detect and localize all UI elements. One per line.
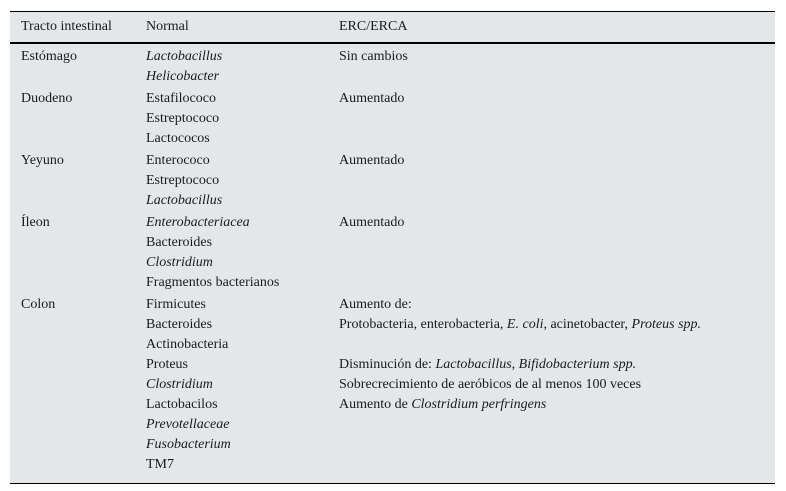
erc-text: Protobacteria, enterobacteria, [339, 317, 507, 332]
normal-item: Estafilococo [146, 91, 216, 106]
normal-cell [146, 295, 336, 475]
table-row [10, 89, 775, 151]
erc-text: Lactobacillus, Bifidobacterium spp. [435, 357, 637, 372]
normal-cell [146, 47, 336, 87]
table-row [10, 213, 775, 295]
normal-item: Fragmentos bacterianos [146, 275, 280, 290]
erc-line [339, 89, 404, 109]
segment-cell: Íleon [21, 215, 50, 230]
header-normal: Normal [146, 19, 189, 34]
table-row [10, 295, 775, 477]
normal-item: Bacteroides [146, 235, 213, 250]
normal-item: Lactococos [146, 131, 210, 146]
normal-item: Enterobacteriacea [146, 215, 250, 230]
table-body [10, 44, 775, 483]
table-row [10, 151, 775, 213]
normal-item: Lactobacilos [146, 397, 218, 412]
erc-text: Proteus spp. [631, 317, 702, 332]
erc-cell [339, 213, 404, 233]
normal-item: Clostridium [146, 255, 213, 270]
normal-item: Enterococo [146, 153, 210, 168]
normal-item: Actinobacteria [146, 337, 229, 352]
header-erc: ERC/ERCA [339, 19, 408, 34]
erc-text: Clostridium perfringens [411, 397, 547, 412]
normal-item: Estreptococo [146, 111, 220, 126]
erc-line [339, 355, 701, 375]
erc-text: Sin cambios [339, 49, 408, 64]
segment-cell: Duodeno [21, 91, 73, 106]
normal-item: Proteus [146, 357, 188, 372]
normal-cell [146, 89, 336, 149]
erc-line [339, 295, 701, 315]
erc-text: Sobrecrecimiento de aeróbicos de al menos 100 veces [339, 377, 642, 392]
erc-line [339, 395, 701, 415]
erc-cell [339, 295, 701, 415]
erc-text: Disminución de: [339, 357, 436, 372]
normal-item: Prevotellaceae [146, 417, 230, 432]
erc-line [339, 315, 701, 335]
erc-text: Aumento de [339, 397, 412, 412]
microbiota-table [10, 11, 775, 484]
header-segment: Tracto intestinal [21, 19, 112, 34]
erc-text: , acinetobacter, [543, 317, 632, 332]
normal-item: Lactobacillus [146, 193, 223, 208]
erc-text: Aumentado [339, 91, 405, 106]
normal-cell [146, 213, 336, 293]
erc-cell [339, 151, 404, 171]
erc-line [339, 47, 408, 67]
table-header [10, 12, 775, 44]
normal-cell [146, 151, 336, 211]
normal-item: Clostridium [146, 377, 213, 392]
normal-item: Bacteroides [146, 317, 213, 332]
segment-cell: Estómago [21, 49, 77, 64]
erc-line [339, 375, 701, 395]
normal-item: Helicobacter [146, 69, 220, 84]
normal-item: Estreptococo [146, 173, 220, 188]
normal-item: Lactobacillus [146, 49, 223, 64]
segment-cell: Colon [21, 297, 56, 312]
erc-text: Aumentado [339, 153, 405, 168]
erc-text: Aumentado [339, 215, 405, 230]
erc-line [339, 335, 701, 355]
erc-text: E. coli [506, 317, 544, 332]
table-row [10, 47, 775, 89]
normal-item: TM7 [146, 457, 174, 472]
erc-cell [339, 47, 408, 67]
erc-text: Aumento de: [339, 297, 412, 312]
erc-cell [339, 89, 404, 109]
erc-line [339, 213, 404, 233]
segment-cell: Yeyuno [21, 153, 64, 168]
normal-item: Fusobacterium [146, 437, 231, 452]
erc-line [339, 151, 404, 171]
normal-item: Firmicutes [146, 297, 206, 312]
